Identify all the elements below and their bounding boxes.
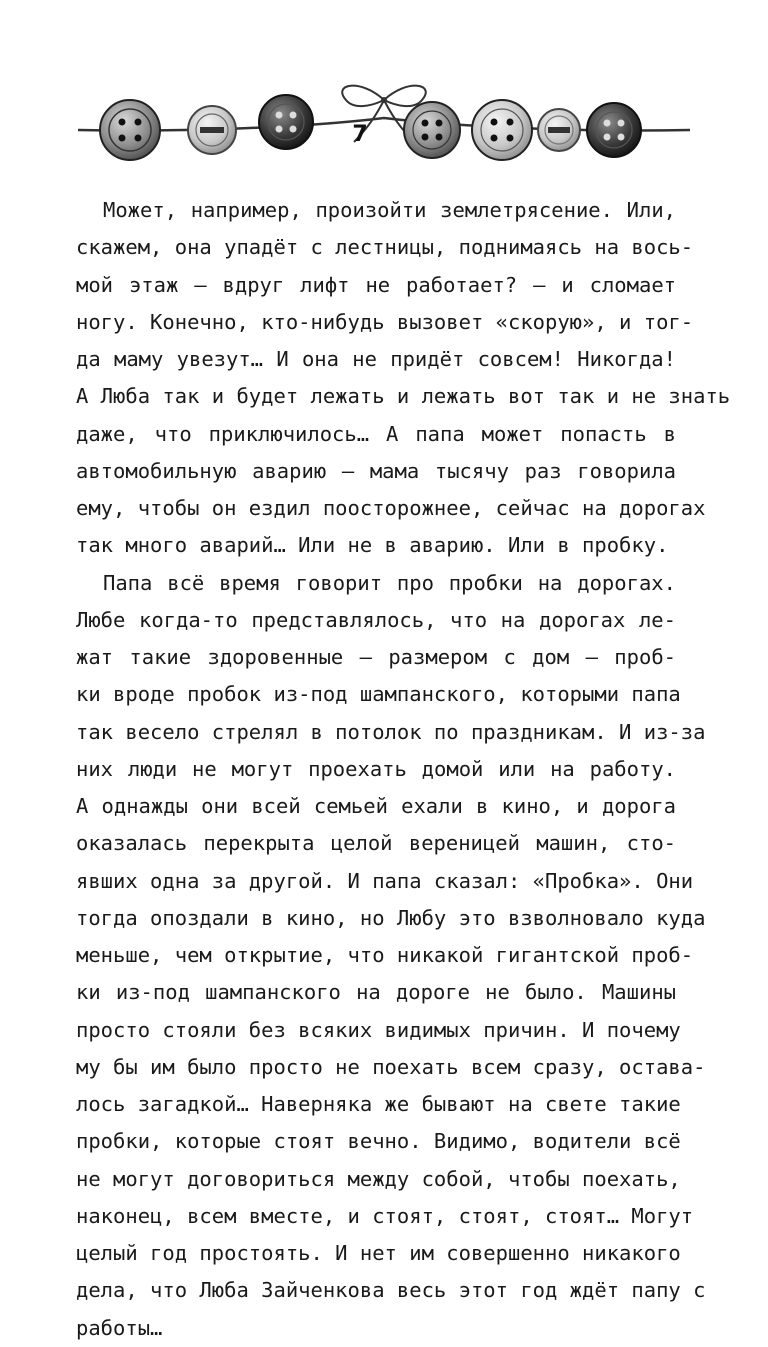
text-line: лось загадкой… Наверняка же бывают на свете такие (76, 1092, 681, 1116)
button-5-icon (472, 100, 532, 160)
text-line: работы… (76, 1315, 163, 1340)
text-line: жат такие здоровенные — размером с дом — проб- (76, 645, 676, 669)
text-line: наконец, всем вместе, и стоят, стоят, стоят… Могут (76, 1203, 694, 1228)
text-line: дела, что Люба Зайченкова весь этот год ждёт папу с (76, 1278, 706, 1303)
text-line: автомобильную аварию — мама тысячу раз говорила (76, 458, 676, 483)
text-line: да маму увезут… И она не придёт совсем! Никогда! (76, 347, 676, 371)
text-line: мой этаж — вдруг лифт не работает? — и сломает (76, 272, 676, 297)
text-line: меньше, чем открытие, что никакой гигантской проб- (76, 943, 694, 967)
text-line: А Люба так и будет лежать и лежать вот так и не знать (76, 384, 731, 409)
text-line: му бы им было просто не поехать всем сразу, остава- (76, 1054, 706, 1079)
text-line: них люди не могут проехать домой или на работу. (76, 756, 676, 781)
text-line: оказалась перекрыта целой вереницей машин, сто- (76, 831, 676, 856)
button-2-icon (188, 106, 236, 154)
text-line: А однажды они всей семьей ехали в кино, и дорога (76, 794, 676, 818)
button-3-icon (259, 95, 313, 149)
paragraph-2 (76, 565, 706, 1347)
page-header (0, 60, 768, 180)
button-4-icon (404, 102, 460, 158)
text-line: Любе когда-то представлялось, что на дорогах ле- (76, 607, 676, 632)
body-text (76, 192, 731, 1347)
text-line: ки из-под шампанского на дороге не было. Машины (76, 980, 676, 1005)
text-line: пробки, которые стоят вечно. Видимо, водители всё (76, 1129, 681, 1154)
text-line: Может, например, произойти землетрясение. Или, (103, 198, 676, 222)
text-line: Папа всё время говорит про пробки на дорогах. (103, 570, 676, 595)
text-line: так весело стрелял в потолок по праздникам. И из-за (76, 719, 706, 744)
text-line: просто стояли без всяких видимых причин. И почему (76, 1017, 681, 1042)
page-number: 7 (352, 122, 368, 147)
text-line: скажем, она упадёт с лестницы, поднимаясь на вось- (76, 235, 694, 260)
text-line: даже, что приключилось… А папа может попасть в (76, 421, 676, 446)
text-line: ногу. Конечно, кто-нибудь вызовет «скорую», и тог- (76, 309, 694, 334)
buttons-ornament (0, 60, 768, 180)
text-line: так много аварий… Или не в аварию. Или в пробку. (76, 533, 669, 558)
button-7-icon (587, 103, 641, 157)
text-line: тогда опоздали в кино, но Любу это взволновало куда (76, 905, 706, 930)
button-1-icon (100, 100, 160, 160)
button-6-icon (538, 109, 580, 151)
text-line: явших одна за другой. И папа сказал: «Пробка». Они (76, 868, 694, 893)
paragraph-1 (76, 192, 731, 565)
text-line: не могут договориться между собой, чтобы поехать, (76, 1166, 681, 1191)
text-line: ему, чтобы он ездил поосторожнее, сейчас на дорогах (76, 496, 706, 520)
text-line: целый год простоять. И нет им совершенно никакого (76, 1241, 681, 1265)
text-line: ки вроде пробок из-под шампанского, которыми папа (76, 682, 681, 707)
